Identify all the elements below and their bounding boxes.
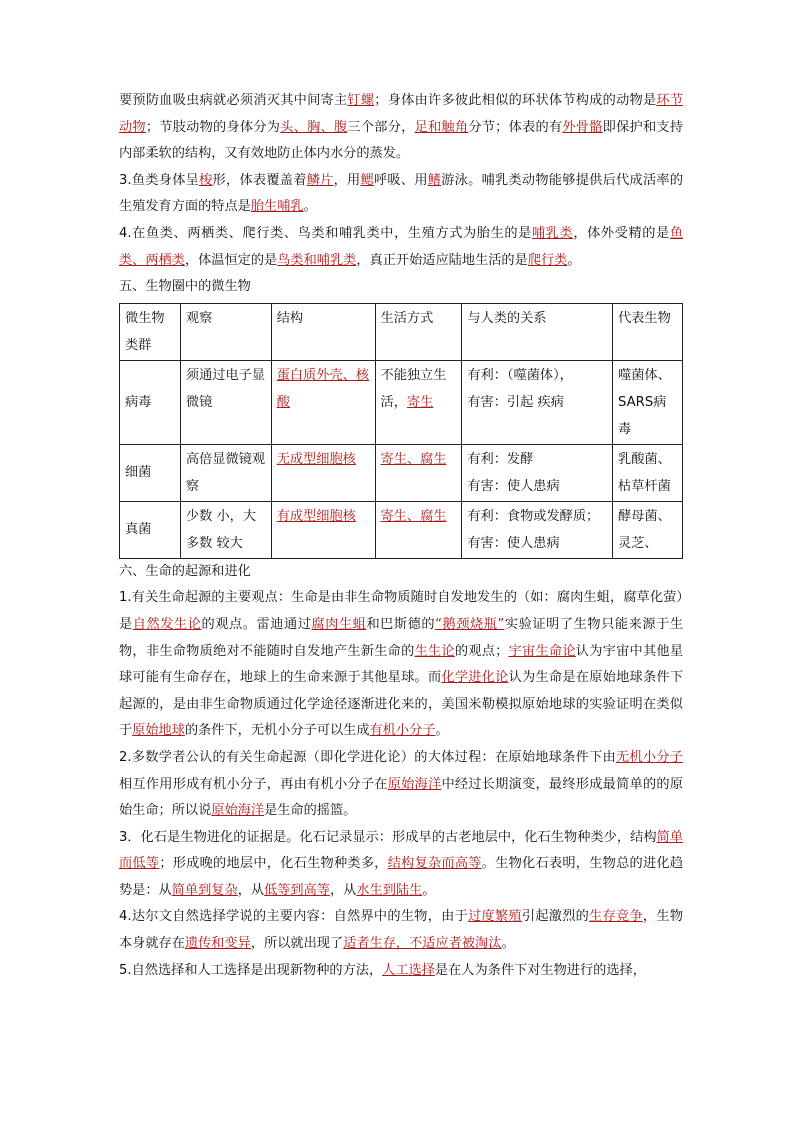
text: 有害：使人患病 <box>467 535 560 551</box>
text: 是生命的摇篮。 <box>264 803 357 819</box>
answer-blank: 外骨骼 <box>562 119 603 135</box>
answer-blank: 哺乳类 <box>531 225 574 241</box>
text: 认为宇宙中其他星球可能有生命存在，地球上的生命来源于其他星球。而 <box>119 643 684 686</box>
text: ，从 <box>237 882 265 898</box>
answer-blank: 鳃 <box>360 172 374 188</box>
text: 是在人为条件下对生物进行的选择， <box>434 962 646 978</box>
text: 有利：食物或发酵质； <box>467 508 600 524</box>
text: ，从 <box>330 882 357 898</box>
answer-blank: 无机小分子 <box>616 749 683 765</box>
text: 形，体表覆盖着 <box>212 172 307 188</box>
answer-blank: 足和触角 <box>414 119 469 135</box>
table-cell: 少数 小，大多数 较大 <box>180 501 271 558</box>
table-header-cell: 观察 <box>180 303 271 360</box>
answer-blank: 爬行类 <box>527 252 568 268</box>
answer-blank: 原始海洋 <box>211 803 265 819</box>
table-cell <box>375 501 462 558</box>
text: ，所以就出现了 <box>250 936 344 952</box>
text: 的条件下，无机小分子可以生成 <box>184 723 370 739</box>
text: 相互作用形成有机小分子，再由有机小分子在 <box>119 776 388 792</box>
table-header-row <box>120 303 683 360</box>
text: 认为生命是在原始地球条件下起源的，是由非生命物质通过化学途径逐渐进化来的，美国米勒模拟原始地球的实验证明在类似于 <box>119 670 684 739</box>
text: ；节肢动物的身体分为 <box>145 119 281 135</box>
text: 3．化石是生物进化的证据是。化石记录显示：形成早的古老地层中，化石生物种类少，结构 <box>119 829 657 845</box>
table-header-cell: 与人类的关系 <box>462 303 613 360</box>
paragraph-vertebrate-reproduction <box>119 221 683 274</box>
text: ，体外受精的是 <box>573 225 670 241</box>
answer-blank: 梭 <box>199 172 213 188</box>
text: 有利：发酵 <box>467 451 534 467</box>
answer-blank: 腐肉生蛆 <box>311 616 367 632</box>
text: 的观点。雷迪通过 <box>201 616 312 632</box>
answer-blank: 头、胸、腹 <box>280 119 348 135</box>
table-header-cell: 结构 <box>271 303 375 360</box>
text: ，真正开始适应陆地生活的是 <box>356 252 528 268</box>
answer-blank: 有机小分子 <box>369 723 436 739</box>
text: 。 <box>567 252 581 268</box>
answer-blank: 结构复杂而高等 <box>387 856 482 872</box>
answer-blank: 简单而低等 <box>119 829 684 872</box>
text: 的观点； <box>454 643 509 659</box>
section-heading-microbes: 五、生物圈中的微生物 <box>119 279 251 295</box>
answer-blank: 低等到高等 <box>264 882 330 898</box>
table-cell-answer: 蛋白质外壳、核酸 <box>271 360 375 444</box>
paragraph-fossil-evidence <box>119 825 683 905</box>
answer-blank: “鹅颈烧瓶” <box>435 616 505 632</box>
text: 和巴斯德的 <box>366 616 436 632</box>
text: 5.自然选择和人工选择是出现新物种的方法， <box>119 962 383 978</box>
answer-blank: 人工选择 <box>382 962 435 978</box>
text: 要预防血吸虫病就必须消灭其中间寄主 <box>119 93 348 108</box>
text: 。 <box>501 936 515 952</box>
text: 。生物化石表明，生物总的进化趋势是：从 <box>119 856 684 898</box>
answer-blank: 环节动物 <box>119 93 684 135</box>
text: 即保护和支持内部柔软的结构，又有效地防止体内水分的蒸发。 <box>119 119 684 162</box>
table-cell <box>462 360 613 444</box>
text: ；身体由许多彼此相似的环状体节构成的动物是 <box>374 93 657 108</box>
table-row <box>120 501 683 558</box>
text: 4.达尔文自然选择学说的主要内容：自然界中的生物，由于 <box>119 909 469 925</box>
paragraph-artificial-selection <box>119 958 683 985</box>
table-cell-group: 细菌 <box>120 444 181 501</box>
paragraph-annelid-arthropod <box>119 88 683 168</box>
document-page <box>119 88 683 984</box>
text: 有害：引起 疾病 <box>467 394 564 410</box>
text: ，体温恒定的是 <box>184 252 278 268</box>
text: ，生物本身就存在 <box>119 909 684 952</box>
answer-blank: 生存竞争 <box>589 909 643 925</box>
answer-blank: 鳞片 <box>306 172 334 188</box>
section-heading-origin-evolution: 六、生命的起源和进化 <box>119 563 251 579</box>
answer-blank: 化学进化论 <box>441 670 509 686</box>
text: 引起激烈的 <box>521 909 590 925</box>
answer-blank: 水生到陆生 <box>356 882 423 898</box>
table-row <box>120 444 683 501</box>
answer-blank: 鱼类、两栖类 <box>119 225 683 268</box>
answer-blank: 钉螺 <box>347 93 375 108</box>
answer-blank: 原始海洋 <box>387 776 442 792</box>
table-cell: 高倍显微镜观察 <box>180 444 271 501</box>
microbe-table <box>119 303 683 559</box>
paragraph-darwin-selection <box>119 904 683 957</box>
answer-blank: 简单到复杂 <box>171 882 238 898</box>
table-cell <box>375 444 462 501</box>
table-cell <box>462 501 613 558</box>
text: 有害：使人患病 <box>467 478 560 494</box>
text: 不能独立生活， <box>380 367 447 410</box>
table-cell <box>462 444 613 501</box>
text: 2.多数学者公认的有关生命起源（即化学进化论）的大体过程：在原始地球条件下由 <box>119 749 617 765</box>
table-cell: 噬菌体、SARS病毒 <box>613 360 683 444</box>
table-cell-answer: 无成型细胞核 <box>271 444 375 501</box>
text: 有利：（噬菌体）， <box>467 367 573 383</box>
answer-blank: 遗传和变异 <box>184 936 251 952</box>
table-cell-group: 病毒 <box>120 360 181 444</box>
answer-blank: 寄生、腐生 <box>380 451 447 467</box>
text: 。 <box>422 882 436 898</box>
table-cell-group: 真菌 <box>120 501 181 558</box>
table-header-cell: 微生物类群 <box>120 303 181 360</box>
text: ；形成晚的地层中，化石生物种类多， <box>159 856 388 872</box>
answer-blank: 鸟类和哺乳类 <box>277 252 357 268</box>
table-cell: 乳酸菌、枯草杆菌 <box>613 444 683 501</box>
table-cell-answer: 有成型细胞核 <box>271 501 375 558</box>
text: 。 <box>303 199 317 215</box>
text: 游泳。哺乳类动物能够提供后代成活率的生殖发育方面的特点是 <box>119 172 684 215</box>
text: 1.有关生命起源的主要观点：生命是由非生命物质随时自发地发生的（如：腐肉生蛆，腐草化萤）是 <box>119 590 683 632</box>
text: 。 <box>435 723 449 739</box>
table-row <box>120 360 683 444</box>
answer-blank: 胎生哺乳 <box>250 199 304 215</box>
text: 3.鱼类身体呈 <box>119 172 200 188</box>
answer-blank: 自然发生论 <box>132 616 202 632</box>
text: 中经过长期演变，最终形成最简单的的原始生命；所以说 <box>119 776 684 819</box>
answer-blank: 适者生存，不适应者被淘汰 <box>343 936 502 952</box>
text: 分节；体表的有 <box>468 119 563 135</box>
table-header-cell: 代表生物 <box>613 303 683 360</box>
paragraph-origin-views <box>119 585 683 745</box>
paragraph-origin-process <box>119 745 683 825</box>
table-cell: 酵母菌、灵芝、 <box>613 501 683 558</box>
text: 呼吸、用 <box>373 172 428 188</box>
table-cell: 须通过电子显微镜 <box>180 360 271 444</box>
answer-blank: 鳍 <box>427 172 442 188</box>
answer-blank: 寄生 <box>406 394 434 410</box>
table-header-cell: 生活方式 <box>375 303 462 360</box>
answer-blank: 寄生、腐生 <box>380 508 447 524</box>
text: 实验证明了生物只能来源于生物，非生命物质绝对不能随时自发地产生新生命的 <box>119 616 684 659</box>
paragraph-fish-mammal <box>119 168 683 221</box>
answer-blank: 宇宙生命论 <box>508 643 576 659</box>
answer-blank: 过度繁殖 <box>468 909 522 925</box>
answer-blank: 生生论 <box>414 643 455 659</box>
answer-blank: 原始地球 <box>132 723 185 739</box>
table-cell <box>375 360 462 444</box>
text: 4.在鱼类、两栖类、爬行类、鸟类和哺乳类中，生殖方式为胎生的是 <box>119 225 532 241</box>
text: ，用 <box>333 172 361 188</box>
text: 三个部分， <box>347 119 415 135</box>
